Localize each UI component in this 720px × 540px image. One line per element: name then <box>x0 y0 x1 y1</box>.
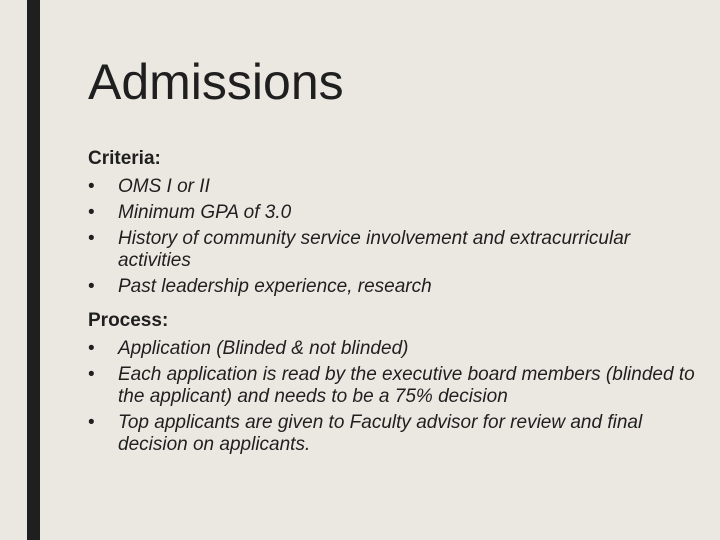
criteria-heading: Criteria: <box>88 148 161 169</box>
bullet-icon: • <box>88 364 95 385</box>
criteria-item-text: Past leadership experience, research <box>118 276 432 297</box>
slide-title: Admissions <box>88 54 344 110</box>
bullet-icon: • <box>88 176 95 197</box>
list-item <box>88 364 698 408</box>
section-spacer <box>88 298 698 308</box>
bullet-icon: • <box>88 338 95 359</box>
slide-body <box>88 146 698 456</box>
criteria-item-text: History of community service involvement and extracurricular activities <box>118 228 631 271</box>
list-item <box>88 276 698 298</box>
criteria-item-text: OMS I or II <box>118 176 210 197</box>
list-item <box>88 228 698 272</box>
process-item-text: Top applicants are given to Faculty advisor for review and final decision on applicants. <box>118 412 643 455</box>
process-item-text: Each application is read by the executive board members (blinded to the applicant) and needs to be a 75% decision <box>118 364 695 407</box>
bullet-icon: • <box>88 412 95 433</box>
process-list <box>88 338 698 456</box>
accent-bar <box>27 0 40 540</box>
list-item <box>88 412 698 456</box>
bullet-icon: • <box>88 228 95 249</box>
list-item <box>88 338 698 360</box>
list-item <box>88 176 698 198</box>
list-item <box>88 202 698 224</box>
criteria-item-text: Minimum GPA of 3.0 <box>118 202 292 223</box>
bullet-icon: • <box>88 202 95 223</box>
process-heading: Process: <box>88 310 169 331</box>
bullet-icon: • <box>88 276 95 297</box>
criteria-list <box>88 176 698 298</box>
process-item-text: Application (Blinded & not blinded) <box>118 338 409 359</box>
